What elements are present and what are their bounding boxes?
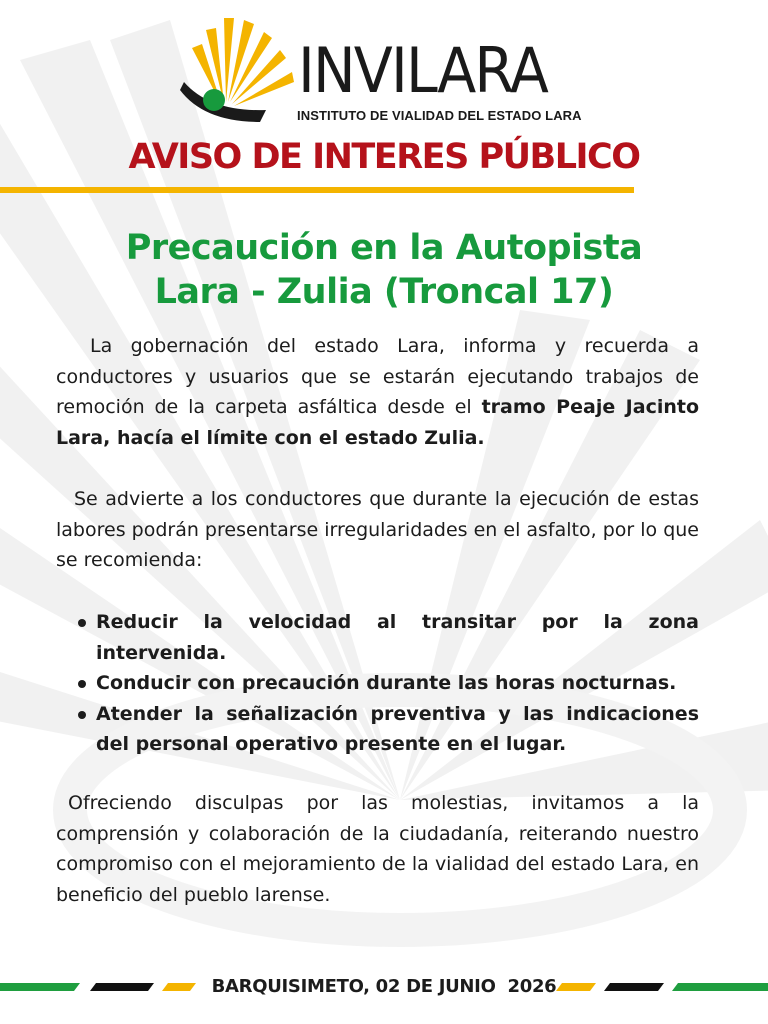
notice-headline [40, 226, 728, 314]
list-item [56, 699, 699, 760]
recommendation-text: Reducir la velocidad al transitar por la zona intervenida. [96, 611, 699, 664]
intro-bold-text: tramo Peaje Jacinto Lara, hacía el límite con el estado Zulia. [56, 396, 700, 449]
recommendation-text: Atender la señalización preventiva y las indicaciones del personal operativo presente en el lugar. [96, 702, 699, 755]
brand-subtitle: INSTITUTO DE VIALIDAD DEL ESTADO LARA [297, 108, 582, 123]
headline-line-1: Precaución en la Autopista [125, 228, 643, 268]
recommendation-text: Conducir con precaución durante las horas nocturnas. [96, 672, 677, 694]
headline-line-2: Lara - Zulia (Troncal 17) [154, 272, 614, 312]
banner-divider [0, 187, 634, 193]
bullet-icon [78, 619, 86, 627]
header [0, 0, 768, 200]
sunburst-road-logo-icon [180, 8, 298, 122]
list-item [56, 668, 699, 699]
bullet-icon [78, 680, 86, 688]
recommendations-list [56, 607, 699, 760]
paragraph-closing: Ofreciendo disculpas por las molestias, invitamos a la comprensión y colaboración de la ciudadanía, reiterando nuestro compromiso con el mejoramiento de la vialidad del estado Lara, en beneficio del pueblo larense. [56, 792, 699, 906]
footer-date-line: BARQUISIMETO, 02 DE JUNIO 2026 [211, 976, 557, 997]
paragraph-warning: Se advierte a los conductores que durante la ejecución de estas labores podrán presentarse irregularidades en el asfalto, por lo que se recomienda: [56, 488, 699, 571]
brand-name: INVILARA [298, 34, 548, 107]
list-item [56, 607, 699, 668]
intro-text: La gobernación del estado Lara, informa y recuerda a conductores y usuarios que se estarán ejecutando trabajos de remoción de la carpeta asfáltica desde el [56, 335, 699, 418]
paragraph-intro [56, 331, 699, 453]
bullet-icon [78, 711, 86, 719]
notice-banner: AVISO DE INTERES PÚBLICO [128, 137, 640, 177]
